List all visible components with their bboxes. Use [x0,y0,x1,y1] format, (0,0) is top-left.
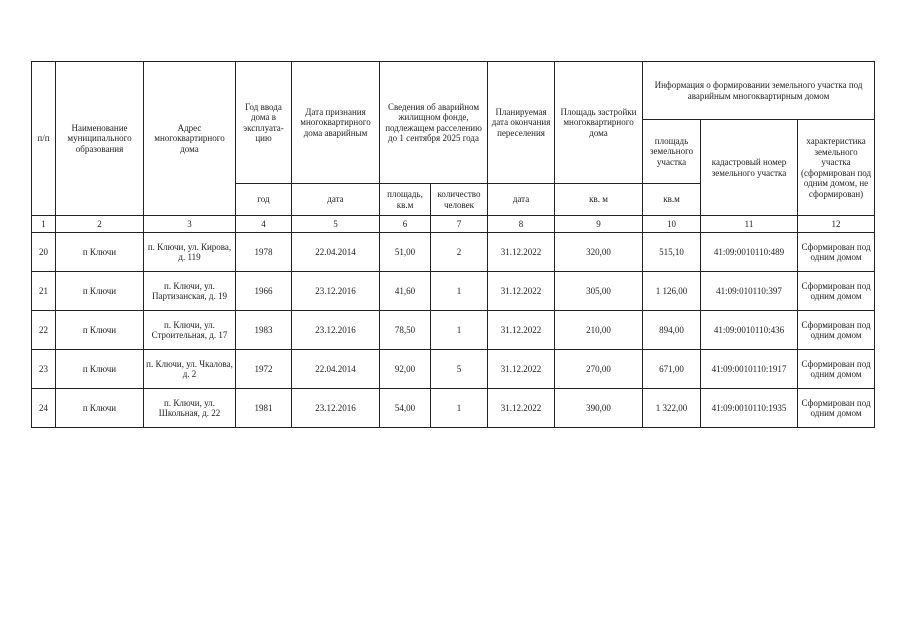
unit-people: количество человек [431,184,488,216]
cell-land-area: 515,10 [643,233,701,272]
unit-sqm: кв. м [555,184,643,216]
col-header-land-area: площадь земельного участка [643,120,701,184]
cell-date-emergency: 23.12.2016 [292,272,380,311]
col-header-planned: Планируемая дата окончания переселения [488,62,555,184]
cell-cadastral: 41:09:0010110:489 [701,233,798,272]
cell-cadastral: 41:09:010110:397 [701,272,798,311]
cell-area: 92,00 [380,350,431,389]
column-number: 12 [798,216,875,233]
column-number: 1 [32,216,56,233]
col-header-fund: Сведения об аварийном жилищном фонде, подлежащем расселению до 1 сентября 2025 года [380,62,488,184]
column-number-row [32,216,875,233]
cell-land-area: 894,00 [643,311,701,350]
column-number: 2 [56,216,144,233]
cell-area: 51,00 [380,233,431,272]
col-header-year: Год ввода дома в эксплуата-цию [236,62,292,184]
column-number: 8 [488,216,555,233]
unit-date-planned: дата [488,184,555,216]
cell-year: 1981 [236,389,292,428]
cell-land-char: Сформирован под одним домом [798,389,875,428]
column-number: 3 [144,216,236,233]
cell-land-char: Сформирован под одним домом [798,311,875,350]
cell-land-char: Сформирован под одним домом [798,272,875,311]
cell-date-emergency: 22.04.2014 [292,350,380,389]
cell-np: 23 [32,350,56,389]
table-row [32,389,875,428]
col-header-np: п/п [32,62,56,216]
cell-np: 24 [32,389,56,428]
table-row [32,272,875,311]
header-row-1 [32,62,875,120]
cell-np: 21 [32,272,56,311]
column-number: 11 [701,216,798,233]
cell-build-area: 210,00 [555,311,643,350]
cell-date-emergency: 23.12.2016 [292,389,380,428]
cell-land-area: 1 322,00 [643,389,701,428]
column-number: 9 [555,216,643,233]
cell-address: п. Ключи, ул. Кирова, д. 119 [144,233,236,272]
cell-planned: 31.12.2022 [488,233,555,272]
cell-people: 1 [431,311,488,350]
cell-build-area: 320,00 [555,233,643,272]
cell-date-emergency: 22.04.2014 [292,233,380,272]
col-header-land-info: Информация о формировании земельного участка под аварийным многоквартирным домом [643,62,875,120]
unit-date: дата [292,184,380,216]
cell-build-area: 305,00 [555,272,643,311]
cell-people: 2 [431,233,488,272]
cell-year: 1983 [236,311,292,350]
cell-planned: 31.12.2022 [488,389,555,428]
cell-area: 41,60 [380,272,431,311]
cell-people: 5 [431,350,488,389]
cell-year: 1966 [236,272,292,311]
cell-build-area: 270,00 [555,350,643,389]
cell-planned: 31.12.2022 [488,311,555,350]
cell-np: 20 [32,233,56,272]
cell-municipality: п Ключи [56,311,144,350]
cell-land-char: Сформирован под одним домом [798,233,875,272]
column-number: 7 [431,216,488,233]
cell-year: 1972 [236,350,292,389]
column-number: 6 [380,216,431,233]
cell-municipality: п Ключи [56,350,144,389]
housing-table [31,61,875,428]
cell-people: 1 [431,272,488,311]
cell-planned: 31.12.2022 [488,272,555,311]
column-number: 5 [292,216,380,233]
cell-municipality: п Ключи [56,233,144,272]
cell-cadastral: 41:09:0010110:1935 [701,389,798,428]
col-header-date-emergency: Дата признания многоквартирного дома аварийным [292,62,380,184]
table-row [32,233,875,272]
cell-address: п. Ключи, ул. Школьная, д. 22 [144,389,236,428]
cell-municipality: п Ключи [56,272,144,311]
col-header-cadastral: кадастровый номер земельного участка [701,120,798,216]
col-header-land-char: характеристика земельного участка (сформирован под одним домом, не сформирован) [798,120,875,216]
cell-build-area: 390,00 [555,389,643,428]
cell-planned: 31.12.2022 [488,350,555,389]
unit-sqm-land: кв.м [643,184,701,216]
cell-address: п. Ключи, ул. Партизанская, д. 19 [144,272,236,311]
table-row [32,311,875,350]
cell-cadastral: 41:09:0010110:436 [701,311,798,350]
cell-people: 1 [431,389,488,428]
col-header-build-area: Площадь застройки многоквартирного дома [555,62,643,184]
cell-land-area: 1 126,00 [643,272,701,311]
table-row [32,350,875,389]
cell-date-emergency: 23.12.2016 [292,311,380,350]
col-header-address: Адрес многоквартирного дома [144,62,236,216]
unit-area: площадь, кв.м [380,184,431,216]
cell-cadastral: 41:09:0010110:1917 [701,350,798,389]
cell-area: 78,50 [380,311,431,350]
cell-address: п. Ключи, ул. Чкалова, д. 2 [144,350,236,389]
col-header-municipality: Наименование муниципального образования [56,62,144,216]
column-number: 4 [236,216,292,233]
cell-land-area: 671,00 [643,350,701,389]
cell-address: п. Ключи, ул. Строительная, д. 17 [144,311,236,350]
cell-year: 1978 [236,233,292,272]
cell-np: 22 [32,311,56,350]
column-number: 10 [643,216,701,233]
cell-municipality: п Ключи [56,389,144,428]
unit-year: год [236,184,292,216]
cell-area: 54,00 [380,389,431,428]
cell-land-char: Сформирован под одним домом [798,350,875,389]
